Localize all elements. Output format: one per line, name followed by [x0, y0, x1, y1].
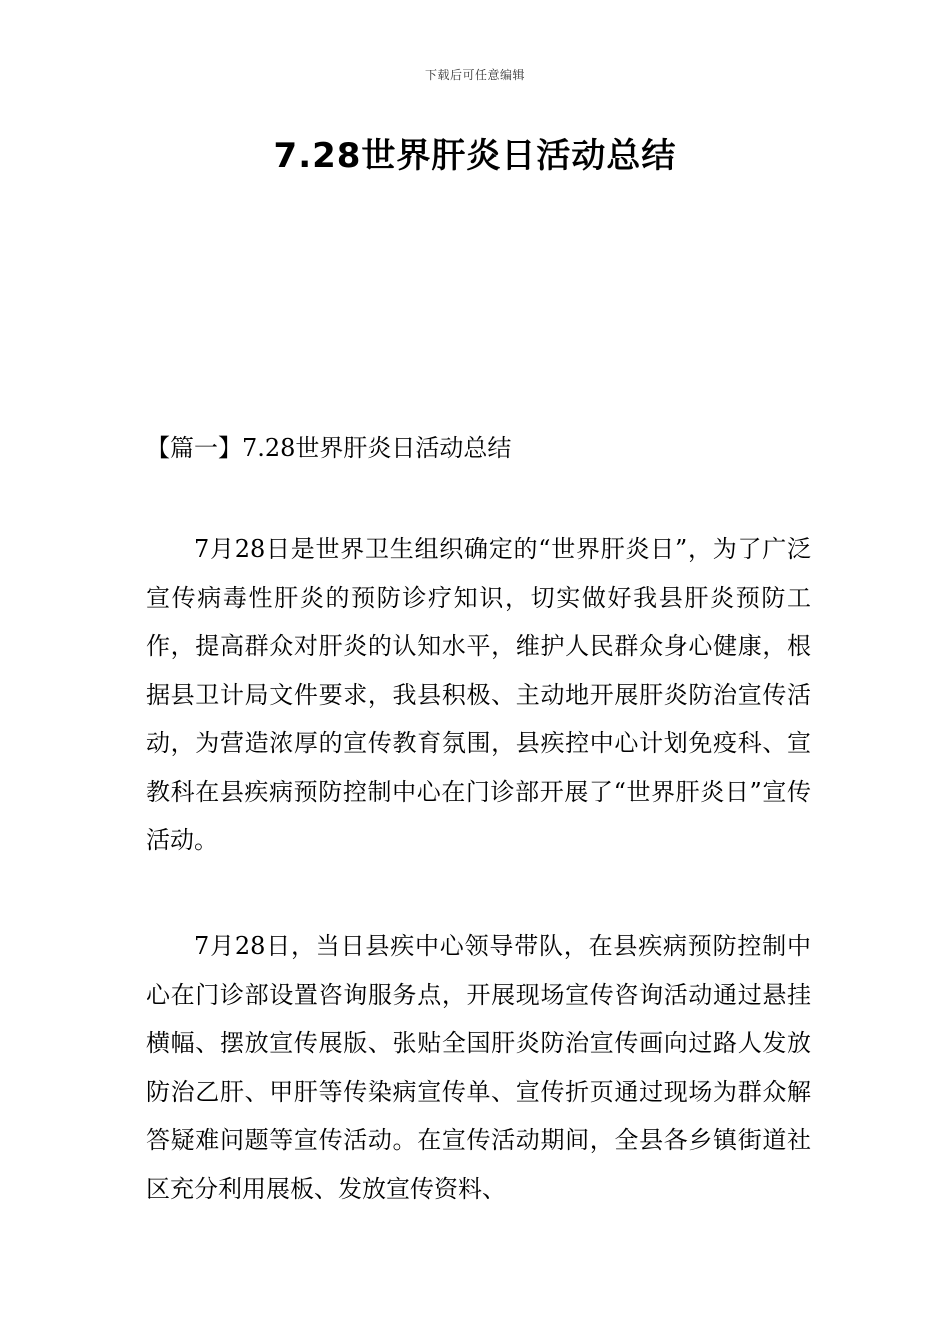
header-note: 下载后可任意编辑 — [424, 68, 525, 82]
body-paragraph: 7月28日，当日县疾中心领导带队，在县疾病预防控制中心在门诊部设置咨询服务点，开展现场宣传咨询活动通过悬挂横幅、摆放宣传展版、张贴全国肝炎防治宣传画向过路人发放防治乙肝、甲肝等传染病宣传单、宣传折页通过现场为群众解答疑难问题等宣传活动。在宣传活动期间，全县各乡镇街道社区充分利用展板、发放宣传资料、 — [146, 932, 811, 1203]
body-paragraph: 7月28日是世界卫生组织确定的“世界肝炎日”，为了广泛宣传病毒性肝炎的预防诊疗知识，切实做好我县肝炎预防工作，提高群众对肝炎的认知水平，维护人民群众身心健康，根据县卫计局文件要求，我县积极、主动地开展肝炎防治宣传活动，为营造浓厚的宣传教育氛围，县疾控中心计划免疫科、宣教科在县疾病预防控制中心在门诊部开展了“世界肝炎日”宣传活动。 — [146, 535, 811, 854]
section-heading: 【篇一】7.28世界肝炎日活动总结 — [146, 434, 512, 462]
document-title: 7.28世界肝炎日活动总结 — [273, 136, 677, 176]
